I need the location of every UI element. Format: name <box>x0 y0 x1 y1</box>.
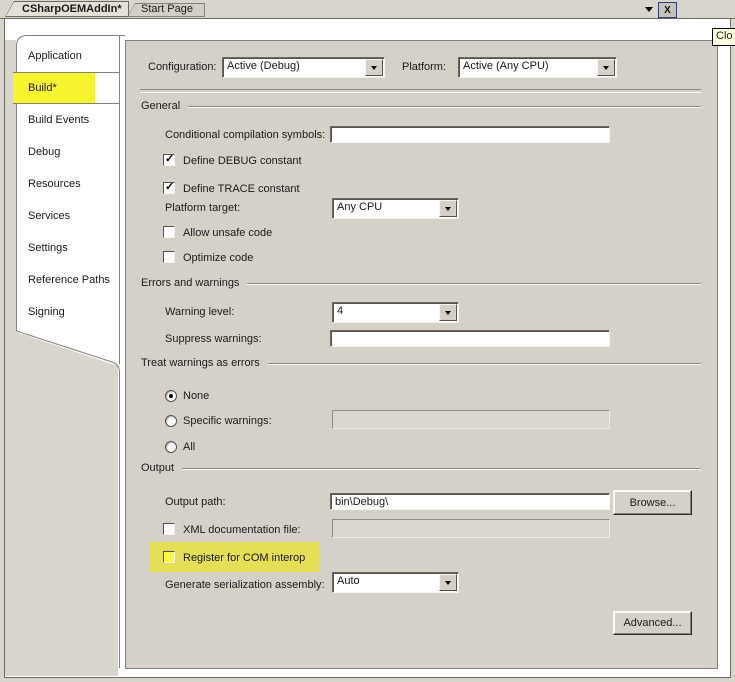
allow-unsafe-checkbox[interactable] <box>163 226 175 238</box>
sidebar-item-debug[interactable]: Debug <box>28 146 61 158</box>
allow-unsafe-label: Allow unsafe code <box>183 227 273 239</box>
platform-target-value: Any CPU <box>337 201 383 213</box>
tab-label: Start Page <box>141 3 193 15</box>
chevron-down-icon[interactable] <box>645 7 653 12</box>
sidebar-item-build-events[interactable]: Build Events <box>28 114 90 126</box>
sidebar-item-build[interactable]: Build* <box>13 72 120 104</box>
dropdown-button[interactable] <box>365 59 383 76</box>
section-title: Treat warnings as errors <box>141 357 260 369</box>
serialization-select[interactable] <box>332 572 459 593</box>
section-title: Output <box>141 462 175 474</box>
dropdown-arrow-icon <box>445 207 451 211</box>
check-icon: ✓ <box>165 153 175 165</box>
platform-target-select[interactable] <box>332 198 459 219</box>
tab-csharpoemaddin[interactable] <box>5 1 129 17</box>
configuration-select[interactable] <box>222 57 385 78</box>
conditional-symbols-label: Conditional compilation symbols: <box>165 129 326 141</box>
tab-start-page[interactable] <box>127 3 205 17</box>
dropdown-arrow-icon <box>445 581 451 585</box>
define-debug-label: Define DEBUG constant <box>183 155 302 167</box>
browse-button[interactable] <box>613 490 692 515</box>
separator <box>140 89 701 93</box>
section-general <box>141 100 701 113</box>
platform-target-label: Platform target: <box>165 202 241 214</box>
output-path-input[interactable]: bin\Debug\ <box>330 493 610 510</box>
section-output <box>141 462 701 475</box>
xml-doc-checkbox[interactable] <box>163 523 175 535</box>
advanced-button-label: Advanced... <box>623 617 682 629</box>
check-icon: ✓ <box>165 181 175 193</box>
section-rule <box>188 106 701 108</box>
document-tab-bar <box>0 0 735 19</box>
dropdown-arrow-icon <box>603 66 609 70</box>
suppress-warnings-label: Suppress warnings: <box>165 333 262 345</box>
treat-specific-label: Specific warnings: <box>183 415 272 427</box>
define-debug-checkbox[interactable] <box>163 154 175 166</box>
treat-specific-radio[interactable] <box>165 415 177 427</box>
platform-select[interactable] <box>458 57 617 78</box>
section-errors-warnings <box>141 277 701 290</box>
close-button[interactable] <box>658 2 677 18</box>
sidebar-item-resources[interactable]: Resources <box>28 178 81 190</box>
xml-doc-label: XML documentation file: <box>183 524 301 536</box>
define-trace-checkbox[interactable] <box>163 182 175 194</box>
close-icon: X <box>664 4 671 16</box>
platform-value: Active (Any CPU) <box>463 60 549 72</box>
xml-doc-input <box>332 519 610 538</box>
treat-none-label: None <box>183 390 210 402</box>
platform-label: Platform: <box>402 61 447 73</box>
sidebar-item-settings[interactable]: Settings <box>28 242 68 254</box>
tab-label: CSharpOEMAddIn* <box>22 3 122 15</box>
section-title: Errors and warnings <box>141 277 240 289</box>
suppress-warnings-input[interactable] <box>330 330 610 347</box>
output-path-label: Output path: <box>165 496 226 508</box>
dropdown-button[interactable] <box>597 59 615 76</box>
radio-dot <box>169 394 173 398</box>
treat-none-radio[interactable] <box>165 390 177 402</box>
dropdown-arrow-icon <box>371 66 377 70</box>
warning-level-label: Warning level: <box>165 306 235 318</box>
sidebar-item-reference-paths[interactable]: Reference Paths <box>28 274 110 286</box>
optimize-code-label: Optimize code <box>183 252 254 264</box>
sidebar-item-application[interactable]: Application <box>28 50 82 62</box>
dropdown-button[interactable] <box>439 574 457 591</box>
browse-button-label: Browse... <box>629 496 676 509</box>
section-rule <box>268 363 701 365</box>
sidebar-item-signing[interactable]: Signing <box>28 306 65 318</box>
register-com-checkbox[interactable] <box>163 551 175 563</box>
conditional-symbols-input[interactable] <box>330 126 610 143</box>
section-rule <box>182 468 701 470</box>
define-trace-label: Define TRACE constant <box>183 183 300 195</box>
section-rule <box>247 283 701 285</box>
advanced-button[interactable] <box>613 611 692 635</box>
treat-all-radio[interactable] <box>165 441 177 453</box>
section-treat-warnings <box>141 357 701 370</box>
configuration-label: Configuration: <box>148 61 217 73</box>
warning-level-value: 4 <box>337 305 344 317</box>
register-com-label: Register for COM interop <box>183 552 306 564</box>
dropdown-arrow-icon <box>445 311 451 315</box>
close-tooltip: Clo <box>712 28 735 46</box>
section-title: General <box>141 100 181 112</box>
sidebar-item-services[interactable]: Services <box>28 210 71 222</box>
dropdown-button[interactable] <box>439 304 457 321</box>
optimize-code-checkbox[interactable] <box>163 251 175 263</box>
treat-all-label: All <box>183 441 196 453</box>
specific-warnings-input <box>332 410 610 429</box>
sidebar <box>16 40 120 328</box>
warning-level-select[interactable] <box>332 302 459 323</box>
dropdown-button[interactable] <box>439 200 457 217</box>
serialization-value: Auto <box>337 575 360 587</box>
serialization-label: Generate serialization assembly: <box>165 579 325 591</box>
configuration-value: Active (Debug) <box>227 60 300 72</box>
